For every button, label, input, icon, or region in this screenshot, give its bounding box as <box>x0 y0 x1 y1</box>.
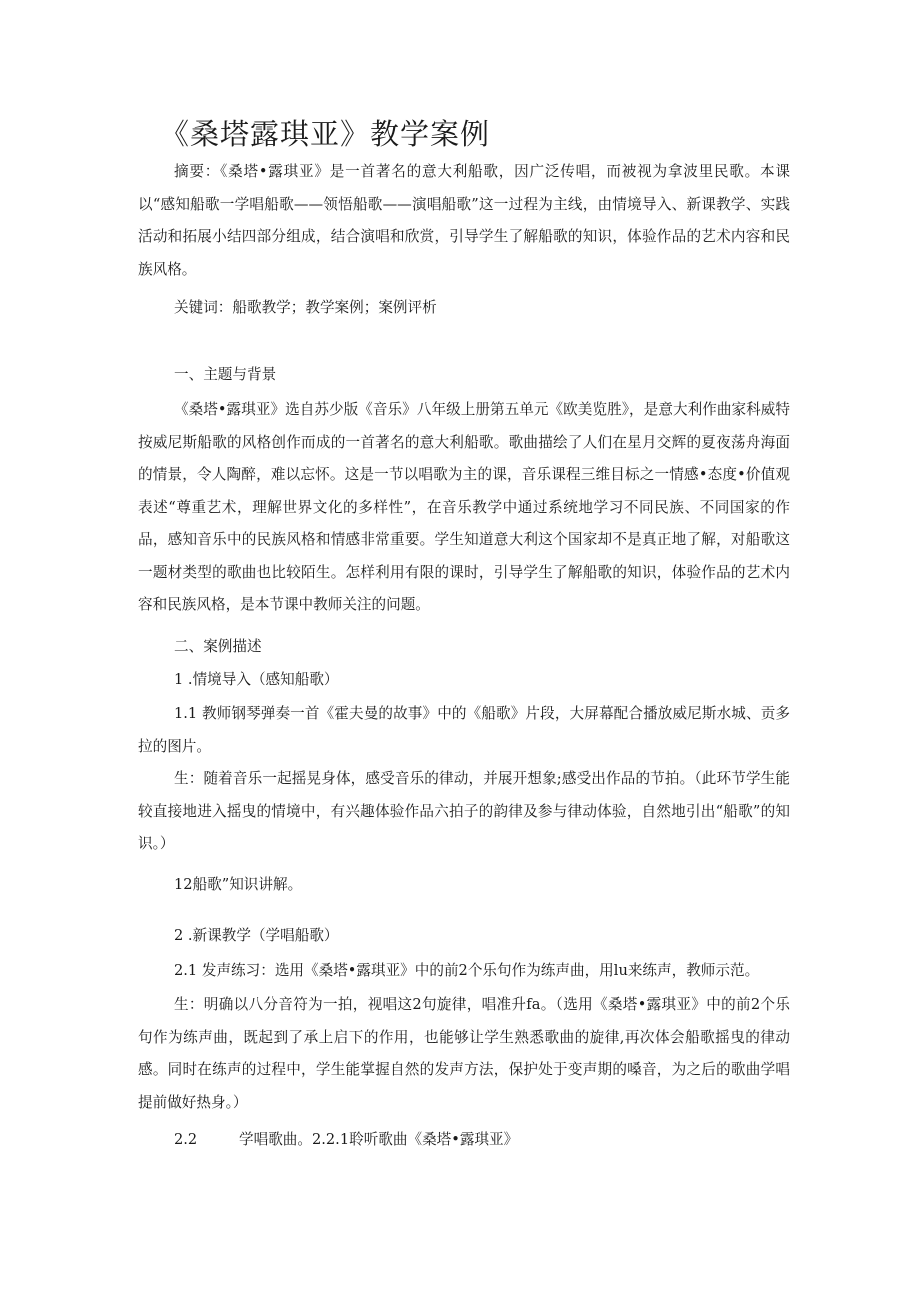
section1-body: 《桑塔•露琪亚》选自苏少版《音乐》八年级上册第五单元《欧美览胜》，是意大利作曲家科威特按威尼斯船歌的风格创作而成的一首著名的意大利船歌。歌曲描绘了人们在星月交辉的夏夜荡舟海面的情景，令人陶醉，难以忘怀。这是一节以唱歌为主的课，音乐课程三维目标之一情感•态度•价值观表述“尊重艺术，理解世界文化的多样性”，在音乐教学中通过系统地学习不同民族、不同国家的作品，感知音乐中的民族风格和情感非常重要。学生知道意大利这个国家却不是真正地了解，对船歌这一题材类型的歌曲也比较陌生。怎样利用有限的课时，引导学生了解船歌的知识，体验作品的艺术内容和民族风格，是本节课中教师关注的问题。 <box>138 401 790 613</box>
document-title: 《桑塔露琪亚》教学案例 <box>160 117 491 151</box>
section2-heading: 二、案例描述 <box>174 638 262 655</box>
item1-heading: 1 .情境导入（感知船歌） <box>174 671 339 688</box>
item2-heading: 2 .新课教学（学唱船歌） <box>174 927 339 944</box>
item1-student-paragraph: 生：随着音乐一起摇晃身体，感受音乐的律动，并展开想象;感受出作品的节拍。（此环节学生能较直接地进入摇曳的情境中，有兴趣体验作品六拍子的韵律及参与律动体验，自然地引出“船歌”的知识。） <box>138 770 790 852</box>
item2-2-number: 2.2 <box>174 1131 198 1148</box>
keywords-line: 关键词：船歌教学；教学案例；案例评析 <box>174 299 437 316</box>
item1-2-line: 12船歌”知识讲解。 <box>174 876 303 893</box>
item2-2-text: 学唱歌曲。2.2.1聆听歌曲《桑塔•露琪亚》 <box>239 1131 519 1148</box>
section1-heading: 一、主题与背景 <box>174 366 277 383</box>
abstract-paragraph: 摘要：《桑塔•露琪亚》是一首著名的意大利船歌，因广泛传唱，而被视为拿波里民歌。本课以“感知船歌一学唱船歌——领悟船歌——演唱船歌”这一过程为主线，由情境导入、新课教学、实践活动和拓展小结四部分组成，结合演唱和欣赏，引导学生了解船歌的知识，体验作品的艺术内容和民族风格。 <box>138 163 790 278</box>
item2-1-paragraph: 2.1 发声练习：选用《桑塔•露琪亚》中的前2个乐句作为练声曲，用lu来练声，教师示范。 <box>174 962 760 979</box>
item2-student-paragraph: 生：明确以八分音符为一拍，视唱这2句旋律，唱准升fa。（选用《桑塔•露琪亚》中的前2个乐句作为练声曲，既起到了承上启下的作用，也能够让学生熟悉歌曲的旋律,再次体会船歌摇曳的律动感。同时在练声的过程中，学生能掌握自然的发声方法，保护处于变声期的嗓音，为之后的歌曲学唱提前做好热身。） <box>138 996 790 1111</box>
item1-1-paragraph: 1.1 教师钢琴弹奏一首《霍夫曼的故事》中的《船歌》片段，大屏幕配合播放威尼斯水城、贡多拉的图片。 <box>138 705 790 755</box>
